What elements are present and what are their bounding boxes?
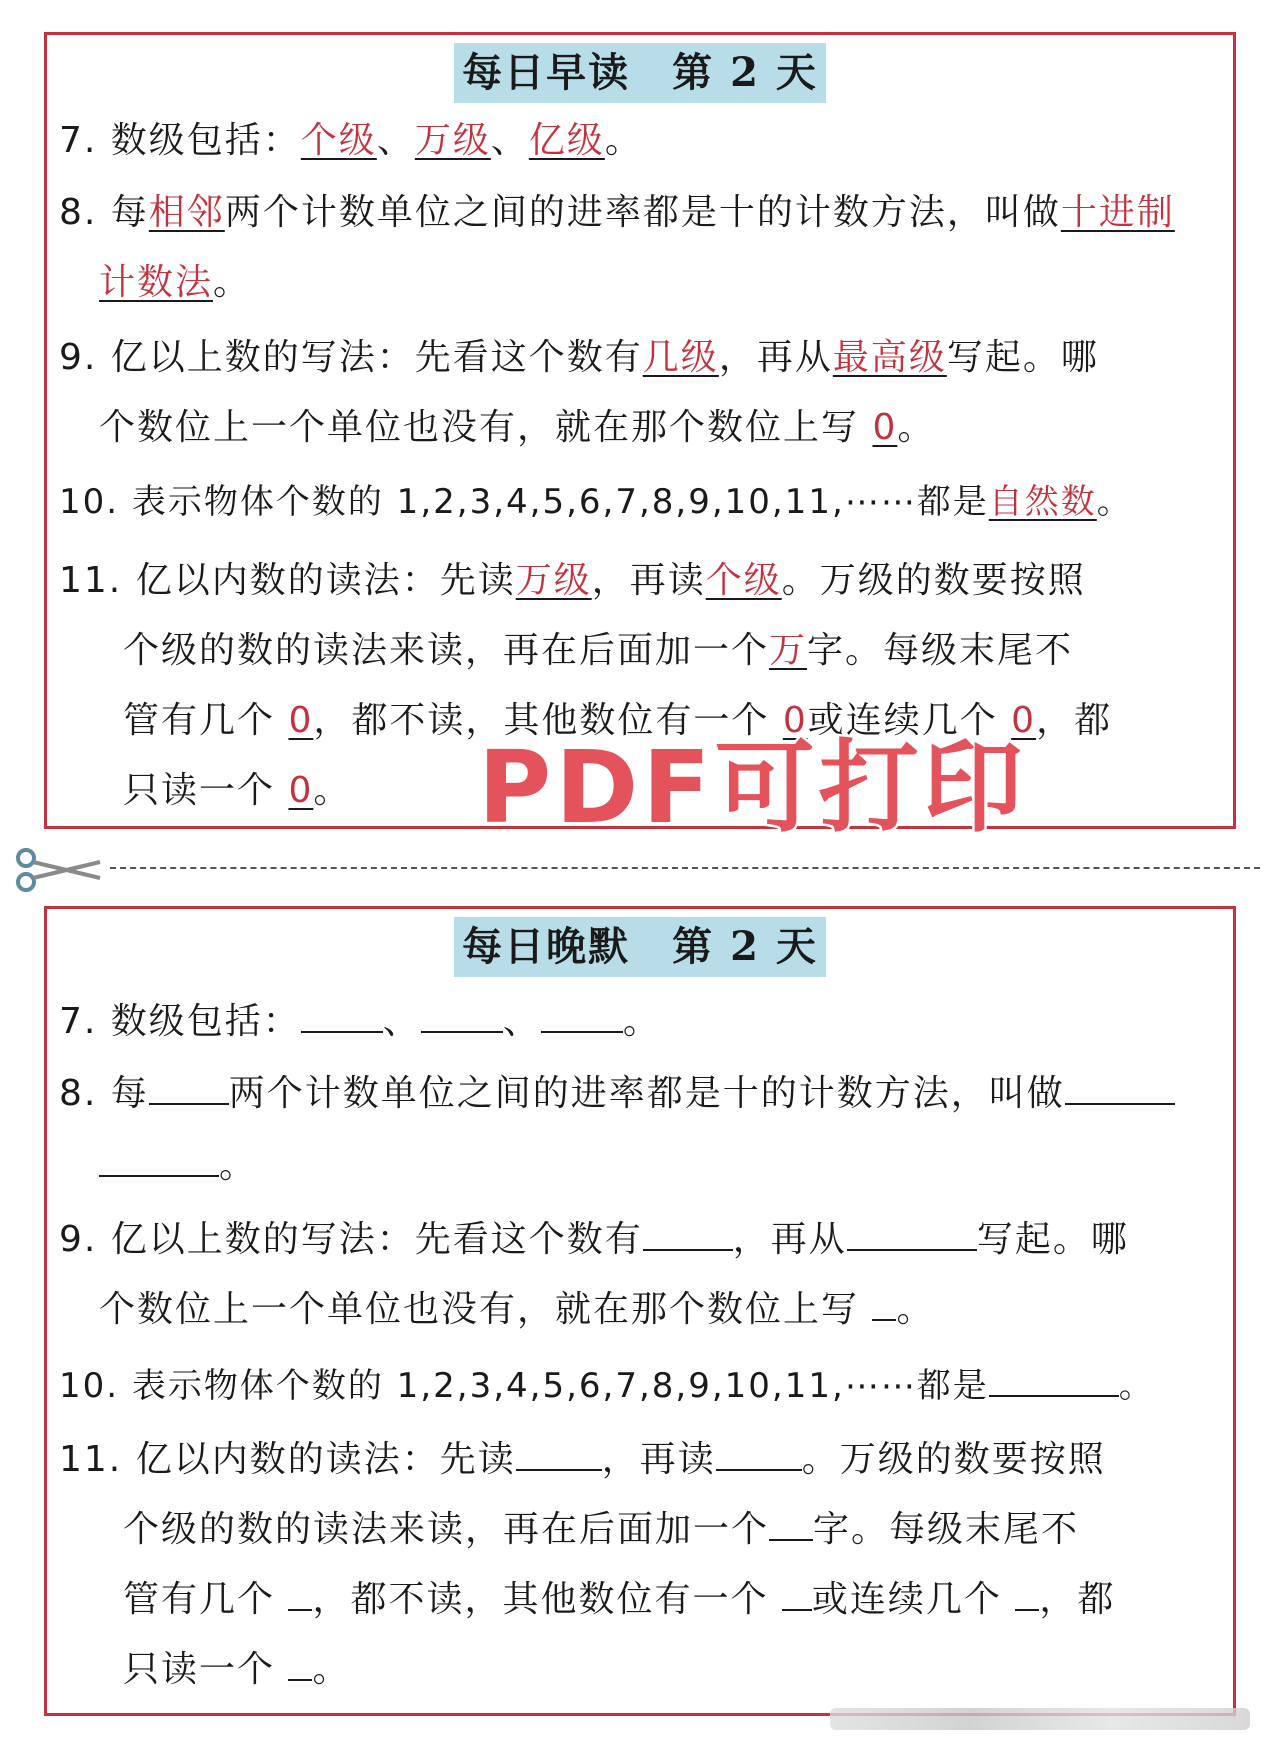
morning-sheet bbox=[44, 32, 1236, 829]
morning-item-11 bbox=[59, 560, 1086, 601]
morning-item-11-line2 bbox=[123, 630, 1074, 671]
blank-line bbox=[769, 1509, 813, 1541]
blank-line bbox=[149, 1073, 229, 1105]
text-span: 个数位上一个单位也没有，就在那个数位上写 bbox=[99, 1289, 873, 1330]
text-span: ，再从 bbox=[718, 337, 833, 378]
text-span: 9. 亿以上数的写法：先看这个数有 bbox=[59, 337, 643, 378]
morning-item-10 bbox=[59, 482, 1133, 522]
text-span: 。 bbox=[219, 1145, 258, 1186]
blank-line bbox=[989, 1365, 1119, 1397]
text-span: ，再读 bbox=[591, 560, 706, 601]
text-span: 、 bbox=[382, 1001, 421, 1042]
text-span: 字。每级末尾不 bbox=[813, 1509, 1080, 1550]
text-span: 。万级的数要按照 bbox=[801, 1439, 1106, 1480]
blank-line bbox=[847, 1219, 977, 1251]
text-span: 11. 亿以内数的读法：先读 bbox=[59, 560, 516, 601]
blank-line bbox=[99, 1145, 219, 1177]
answer-text: 0 bbox=[782, 700, 808, 741]
blank-line bbox=[1015, 1579, 1039, 1611]
text-span: ，都不读，其他数位有一个 bbox=[312, 1579, 782, 1620]
answer-text: 亿级 bbox=[528, 120, 605, 161]
morning-item-8-line2 bbox=[99, 262, 252, 303]
text-span: 10. 表示物体个数的 1,2,3,4,5,6,7,8,9,10,11,⋯⋯都是 bbox=[59, 482, 989, 522]
text-span: 管有几个 bbox=[123, 700, 289, 741]
text-span: 。 bbox=[897, 407, 936, 448]
answer-text: 个级 bbox=[300, 120, 377, 161]
text-span: 个级的数的读法来读，再在后面加一个 bbox=[123, 1509, 770, 1550]
text-span: 只读一个 bbox=[123, 1649, 289, 1690]
answer-text: 0 bbox=[872, 407, 898, 448]
answer-text: 几级 bbox=[642, 337, 719, 378]
blank-line bbox=[288, 1579, 312, 1611]
evening-item-9-line2 bbox=[99, 1289, 934, 1328]
answer-text: 万级 bbox=[515, 560, 592, 601]
watermark-text: PDF可打印 bbox=[478, 729, 1027, 846]
morning-title: 每日早读 第 2 天 bbox=[454, 43, 826, 103]
blank-line bbox=[421, 1001, 503, 1033]
text-span: ，都 bbox=[1036, 700, 1113, 741]
text-span: 两个计数单位之间的进率都是十的计数方法，叫做 bbox=[224, 192, 1061, 233]
morning-item-9-line2 bbox=[99, 407, 936, 448]
blurred-footer bbox=[830, 1708, 1250, 1730]
scissors-icon bbox=[12, 848, 102, 892]
blank-line bbox=[643, 1219, 733, 1251]
cut-line bbox=[110, 867, 1260, 869]
evening-item-11-line3 bbox=[123, 1579, 1115, 1618]
text-span: 8. 每 bbox=[59, 1073, 149, 1114]
text-span: 、 bbox=[376, 120, 415, 161]
evening-item-11-line4 bbox=[123, 1649, 350, 1688]
answer-text: 相邻 bbox=[148, 192, 225, 233]
evening-item-9 bbox=[59, 1219, 1129, 1258]
text-span: 写起。哪 bbox=[946, 337, 1099, 378]
text-span: 或连续几个 bbox=[811, 1579, 1016, 1620]
evening-item-7 bbox=[59, 1001, 661, 1040]
answer-text: 0 bbox=[1011, 700, 1037, 741]
text-span: 。 bbox=[312, 1649, 351, 1690]
answer-text: 万 bbox=[769, 630, 808, 671]
text-span: 字。每级末尾不 bbox=[807, 630, 1074, 671]
answer-text: 十进制 bbox=[1060, 192, 1175, 233]
morning-item-8 bbox=[59, 192, 1175, 233]
answer-text: 计数法 bbox=[99, 262, 214, 303]
text-span: 个级的数的读法来读，再在后面加一个 bbox=[123, 630, 770, 671]
answer-text: 最高级 bbox=[832, 337, 947, 378]
morning-item-11-line4 bbox=[123, 770, 352, 811]
text-span: 两个计数单位之间的进率都是十的计数方法，叫做 bbox=[228, 1073, 1065, 1114]
text-span: 。 bbox=[1118, 1366, 1155, 1406]
evening-item-10 bbox=[59, 1365, 1155, 1406]
evening-item-11 bbox=[59, 1439, 1106, 1478]
text-span: 或连续几个 bbox=[807, 700, 1012, 741]
answer-text: 自然数 bbox=[988, 482, 1097, 522]
text-span: 9. 亿以上数的写法：先看这个数有 bbox=[59, 1219, 643, 1260]
blank-line bbox=[782, 1579, 812, 1611]
evening-item-11-line2 bbox=[123, 1509, 1079, 1548]
text-span: 管有几个 bbox=[123, 1579, 289, 1620]
text-span: 写起。哪 bbox=[976, 1219, 1129, 1260]
text-span: 。 bbox=[1096, 482, 1133, 522]
evening-item-8-line2 bbox=[99, 1145, 257, 1184]
text-span: 、 bbox=[490, 120, 529, 161]
text-span: 。 bbox=[622, 1001, 661, 1042]
text-span: 11. 亿以内数的读法：先读 bbox=[59, 1439, 516, 1480]
text-span: 7. 数级包括： bbox=[59, 1001, 301, 1042]
blank-line bbox=[716, 1439, 802, 1471]
evening-title: 每日晚默 第 2 天 bbox=[454, 917, 826, 977]
text-span: 个数位上一个单位也没有，就在那个数位上写 bbox=[99, 407, 873, 448]
answer-text: 0 bbox=[288, 700, 314, 741]
text-span: ，再读 bbox=[601, 1439, 716, 1480]
text-span: 。 bbox=[604, 120, 643, 161]
blank-line bbox=[301, 1001, 383, 1033]
text-span: 只读一个 bbox=[123, 770, 289, 811]
text-span: 。万级的数要按照 bbox=[781, 560, 1086, 601]
blank-line bbox=[1065, 1073, 1175, 1105]
morning-item-9 bbox=[59, 337, 1099, 378]
text-span: 10. 表示物体个数的 1,2,3,4,5,6,7,8,9,10,11,⋯⋯都是 bbox=[59, 1366, 989, 1406]
text-span: 。 bbox=[313, 770, 352, 811]
text-span: 。 bbox=[213, 262, 252, 303]
blank-line bbox=[872, 1289, 896, 1321]
morning-item-7 bbox=[59, 120, 643, 161]
blank-line bbox=[288, 1649, 312, 1681]
text-span: 、 bbox=[502, 1001, 541, 1042]
answer-text: 万级 bbox=[414, 120, 491, 161]
evening-sheet bbox=[44, 906, 1236, 1716]
answer-text: 0 bbox=[288, 770, 314, 811]
text-span: ，都 bbox=[1039, 1579, 1116, 1620]
blank-line bbox=[516, 1439, 602, 1471]
evening-item-8 bbox=[59, 1073, 1175, 1112]
text-span: ，都不读，其他数位有一个 bbox=[313, 700, 783, 741]
blank-line bbox=[541, 1001, 623, 1033]
text-span: 。 bbox=[896, 1289, 935, 1330]
text-span: 7. 数级包括： bbox=[59, 120, 301, 161]
answer-text: 个级 bbox=[705, 560, 782, 601]
text-span: 8. 每 bbox=[59, 192, 149, 233]
text-span: ，再从 bbox=[732, 1219, 847, 1260]
